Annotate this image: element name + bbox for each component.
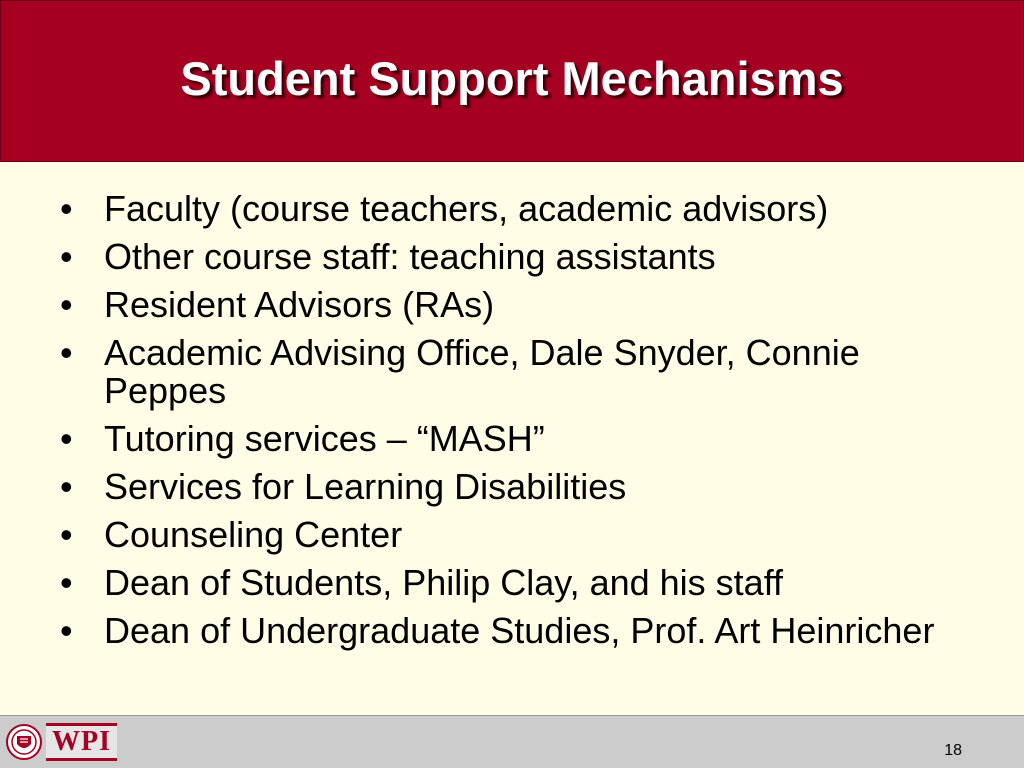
page-number: 18 <box>944 742 962 759</box>
bullet-text: Tutoring services – “MASH” <box>104 418 545 459</box>
bullet-icon: • <box>60 418 73 459</box>
bullet-item <box>58 516 978 554</box>
bullet-text: Resident Advisors (RAs) <box>104 284 495 325</box>
bullet-text: Other course staff: teaching assistants <box>104 236 716 277</box>
bullet-item <box>58 238 978 276</box>
bullet-text: Academic Advising Office, Dale Snyder, Connie Peppes <box>104 332 860 411</box>
bullet-text: Counseling Center <box>104 514 403 555</box>
wpi-seal-icon <box>6 724 42 760</box>
bullet-item <box>58 286 978 324</box>
wpi-wordmark: WPI <box>46 723 117 761</box>
bullet-item <box>58 190 978 228</box>
footer-bar <box>0 715 1024 768</box>
bullet-icon: • <box>60 284 73 325</box>
bullet-text: Services for Learning Disabilities <box>104 466 627 507</box>
bullet-icon: • <box>60 188 73 229</box>
bullet-icon: • <box>60 466 73 507</box>
bullet-text: Dean of Students, Philip Clay, and his staff <box>104 562 784 603</box>
bullet-item <box>58 612 978 650</box>
title-bar <box>0 0 1024 162</box>
bullet-text: Faculty (course teachers, academic advisors) <box>104 188 829 229</box>
slide-title: Student Support Mechanisms <box>180 51 844 105</box>
bullet-icon: • <box>60 610 73 651</box>
bullet-item <box>58 420 978 458</box>
bullet-icon: • <box>60 562 73 603</box>
bullet-icon: • <box>60 236 73 277</box>
bullet-text: Dean of Undergraduate Studies, Prof. Art Heinricher <box>104 610 935 651</box>
bullet-list <box>58 190 978 660</box>
bullet-icon: • <box>60 514 73 555</box>
bullet-item <box>58 564 978 602</box>
bullet-item <box>58 468 978 506</box>
wpi-logo <box>6 722 117 762</box>
bullet-icon: • <box>60 332 73 373</box>
bullet-item <box>58 334 978 410</box>
